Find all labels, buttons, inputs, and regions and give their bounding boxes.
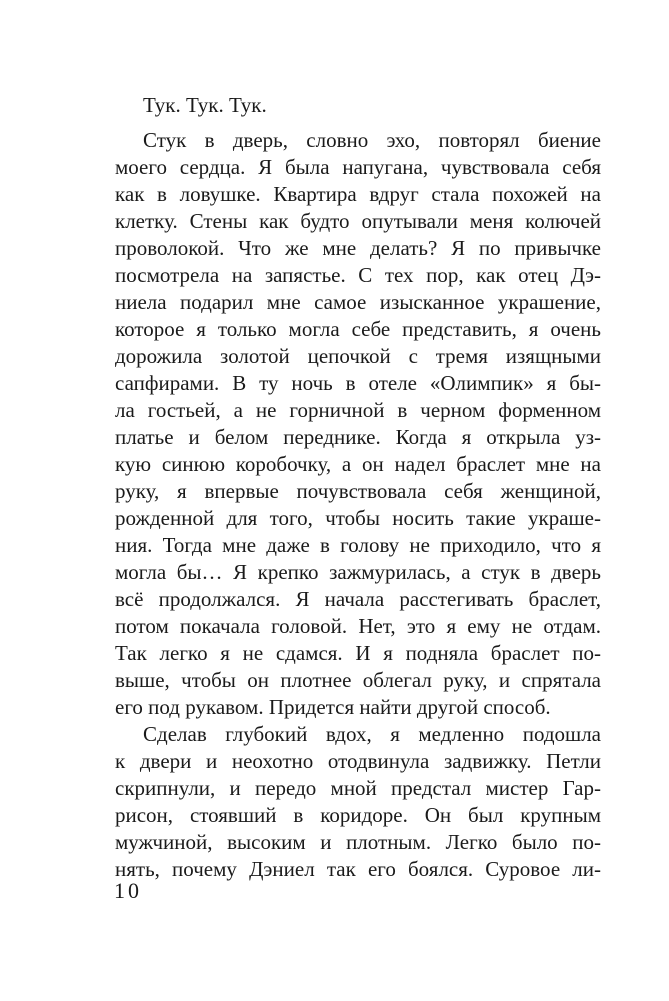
text-line: Стук в дверь, словно эхо, повторял биение [143, 128, 601, 152]
text-line: рожденной для того, чтобы носить такие украше- [115, 506, 601, 530]
text-line: ниела подарил мне самое изысканное украшение, [115, 290, 601, 314]
text-line: руку, я впервые почувствовала себя женщиной, [115, 479, 601, 503]
text-line: моего сердца. Я была напугана, чувствовала себя [115, 155, 601, 179]
text-line: кую синюю коробочку, а он надел браслет мне на [115, 452, 601, 476]
text-line: выше, чтобы он плотнее облегал руку, и спрятала [115, 668, 601, 692]
text-line: сапфирами. В ту ночь в отеле «Олимпик» я бы- [115, 371, 601, 395]
text-line: всё продолжался. Я начала расстегивать браслет, [115, 587, 601, 611]
text-line: как в ловушке. Квартира вдруг стала похожей на [115, 182, 601, 206]
text-line: мужчиной, высоким и плотным. Легко было по- [115, 830, 601, 854]
text-line: посмотрела на запястье. С тех пор, как отец Дэ- [115, 263, 601, 287]
text-line: платье и белом переднике. Когда я открыла уз- [115, 425, 601, 449]
text-line: рисон, стоявший в коридоре. Он был крупным [115, 803, 601, 827]
text-line: его под рукавом. Придется найти другой способ. [115, 695, 551, 719]
text-line: к двери и неохотно отодвинула задвижку. Петли [115, 749, 601, 773]
text-line: Так легко я не сдамся. И я подняла браслет по- [115, 641, 601, 665]
text-line: ла гостьей, а не горничной в черном форменном [115, 398, 601, 422]
page-number: 10 [114, 878, 142, 903]
text-line: клетку. Стены как будто опутывали меня колючей [115, 209, 601, 233]
text-line: нять, почему Дэниел так его боялся. Суровое ли- [115, 857, 601, 881]
text-line: которое я только могла себе представить, я очень [115, 317, 601, 341]
text-line: потом покачала головой. Нет, это я ему не отдам. [115, 614, 601, 638]
text-line: проволокой. Что же мне делать? Я по привычке [115, 236, 601, 260]
text-line: Сделав глубокий вдох, я медленно подошла [143, 722, 601, 746]
text-line: Тук. Тук. Тук. [143, 93, 267, 117]
text-line: скрипнули, и передо мной предстал мистер Гар- [115, 776, 601, 800]
text-line: дорожила золотой цепочкой с тремя изящными [115, 344, 601, 368]
text-line: могла бы… Я крепко зажмурилась, а стук в дверь [115, 560, 601, 584]
text-line: ния. Тогда мне даже в голову не приходило, что я [115, 533, 601, 557]
